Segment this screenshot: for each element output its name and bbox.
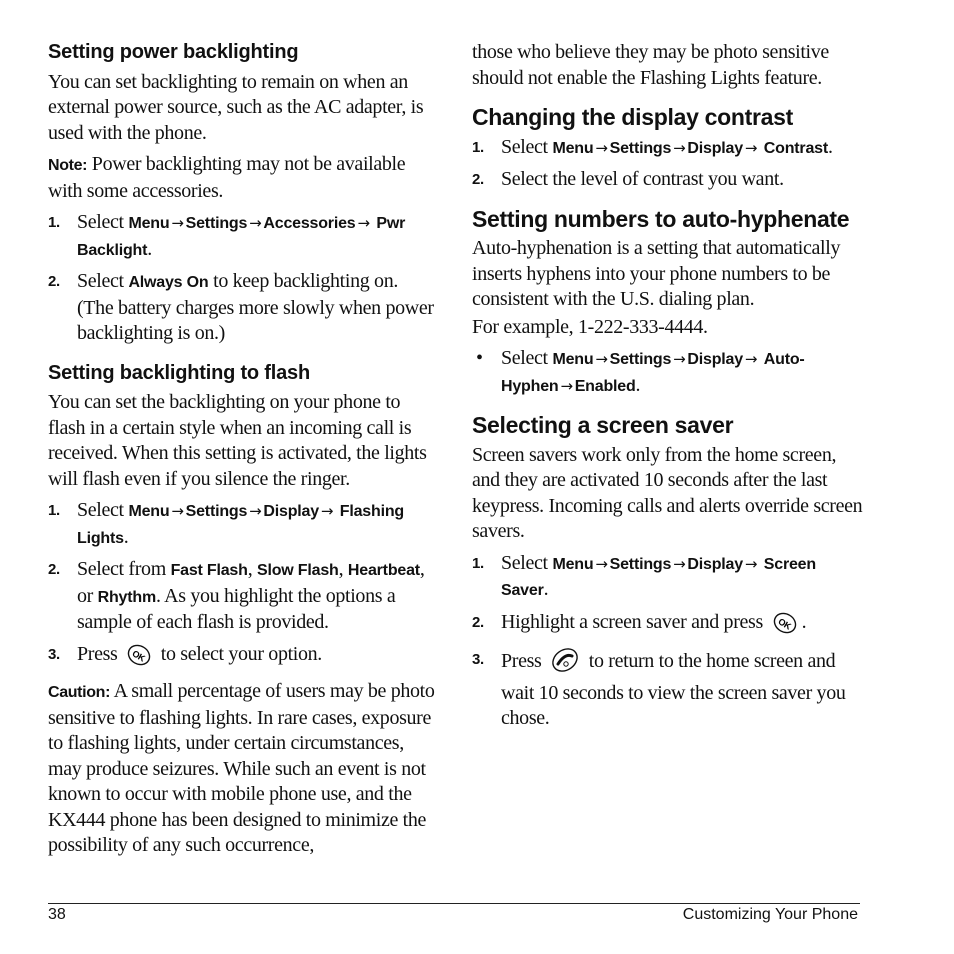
menu-path-item: Menu bbox=[552, 555, 594, 573]
caution-paragraph bbox=[48, 679, 438, 859]
menu-path-item: Screen Saver bbox=[501, 555, 816, 599]
power-steps bbox=[48, 210, 438, 347]
contrast-step-2 bbox=[472, 167, 867, 193]
step-number: 1. bbox=[472, 554, 484, 572]
arrow: → bbox=[595, 350, 608, 368]
menu-path-item: Menu bbox=[552, 351, 594, 368]
note-label: Note: bbox=[48, 157, 88, 174]
screen-saver-steps bbox=[472, 551, 867, 732]
flash-step-1 bbox=[48, 498, 438, 551]
arrow: → bbox=[171, 502, 184, 520]
punctuation: . bbox=[635, 373, 641, 396]
arrow: → bbox=[320, 502, 334, 520]
page-number: 38 bbox=[48, 906, 66, 923]
arrow: → bbox=[595, 138, 608, 157]
screen-saver-heading: Selecting a screen saver bbox=[472, 412, 734, 438]
arrow: → bbox=[357, 214, 370, 232]
power-backlighting-heading: Setting power backlighting bbox=[48, 41, 299, 63]
menu-path-item: Settings bbox=[609, 555, 672, 573]
step-text: to return to the home screen and wait 10 seconds to view the screen saver you chose. bbox=[501, 650, 846, 729]
menu-path-item: Settings bbox=[609, 139, 672, 157]
footer-rule bbox=[48, 903, 860, 904]
flash-step-2 bbox=[48, 557, 438, 636]
auto-hyphenate-bullet bbox=[472, 346, 867, 399]
step-number: 2. bbox=[472, 171, 484, 188]
arrow: → bbox=[249, 214, 262, 232]
ok-key-icon-svg bbox=[126, 644, 152, 666]
step-text: or bbox=[77, 584, 93, 607]
screen-saver-intro: Screen savers work only from the home screen, and they are activated 10 seconds after the last keypress. Incoming calls and alerts override screen savers. bbox=[472, 443, 863, 542]
menu-path-item: Display bbox=[687, 351, 743, 368]
flash-step-3 bbox=[48, 642, 438, 674]
ok-key-label: OK bbox=[776, 615, 793, 631]
contrast-step-1 bbox=[472, 135, 867, 162]
step-text: Select bbox=[77, 499, 124, 521]
end-key-icon-svg bbox=[550, 647, 580, 673]
caution-label: Caution: bbox=[48, 684, 111, 701]
ok-key-icon bbox=[126, 644, 152, 674]
menu-path-item: Display bbox=[687, 139, 743, 157]
auto-hyphenate-example: For example, 1-222-333-4444. bbox=[472, 315, 708, 338]
step-text: Select bbox=[501, 347, 548, 369]
arrow: → bbox=[673, 138, 686, 157]
punctuation: . bbox=[123, 525, 129, 548]
menu-path-item: Auto-Hyphen bbox=[501, 351, 805, 395]
auto-hyphenate-intro: Auto-hyphenation is a setting that automatically inserts hyphens into your phone numbers to be consistent with the U.S. dialing plan. bbox=[472, 237, 841, 310]
step-text: to select your option. bbox=[160, 642, 322, 665]
section-title: Customizing Your Phone bbox=[682, 906, 858, 923]
step-number: 2. bbox=[48, 561, 60, 578]
saver-step-1 bbox=[472, 551, 867, 604]
option-label: Fast Flash bbox=[170, 562, 248, 579]
menu-path-item: Menu bbox=[552, 139, 594, 157]
menu-path-item: Contrast bbox=[763, 139, 828, 157]
right-column bbox=[472, 40, 867, 738]
step-text: to keep backlighting on. (The battery charges more slowly when power backlighting is on.) bbox=[77, 270, 434, 344]
bullet-dot: • bbox=[476, 347, 483, 369]
menu-path-item: Settings bbox=[185, 215, 248, 232]
menu-path-item: Settings bbox=[609, 351, 672, 368]
menu-path-item: Settings bbox=[185, 503, 248, 520]
menu-path-item: Menu bbox=[128, 215, 170, 232]
arrow: → bbox=[560, 376, 573, 395]
step-text: . As you highlight the options a sample of each flash is provided. bbox=[77, 584, 396, 633]
arrow: → bbox=[673, 554, 686, 573]
arrow: → bbox=[249, 502, 262, 520]
saver-step-2 bbox=[472, 610, 867, 642]
step-number: 1. bbox=[48, 502, 60, 519]
step-text: Highlight a screen saver and press bbox=[501, 610, 763, 633]
step-text: Select the level of contrast you want. bbox=[501, 168, 784, 190]
step-text: Select bbox=[77, 270, 124, 292]
menu-path-item: Display bbox=[263, 503, 319, 520]
option-label: Slow Flash bbox=[257, 562, 339, 579]
menu-path-item: Display bbox=[687, 555, 743, 573]
saver-step-3 bbox=[472, 647, 867, 732]
arrow: → bbox=[673, 350, 686, 368]
punctuation: . bbox=[827, 135, 833, 158]
display-contrast-heading: Changing the display contrast bbox=[472, 104, 794, 130]
punctuation: . bbox=[147, 237, 152, 260]
arrow: → bbox=[171, 214, 184, 232]
flash-steps bbox=[48, 498, 438, 673]
arrow: → bbox=[744, 350, 758, 368]
caution-continuation: those who believe they may be photo sensitive should not enable the Flashing Lights feature. bbox=[472, 41, 829, 89]
arrow: → bbox=[744, 554, 758, 573]
step-text: Select bbox=[501, 135, 548, 158]
option-label: Always On bbox=[128, 274, 209, 291]
step-number: 3. bbox=[48, 645, 60, 663]
power-note bbox=[48, 152, 438, 204]
arrow: → bbox=[595, 554, 608, 573]
menu-path-item: Enabled bbox=[574, 377, 636, 395]
step-number: 1. bbox=[48, 214, 60, 231]
menu-path-item: Menu bbox=[128, 503, 170, 520]
punctuation: , bbox=[419, 558, 425, 580]
caution-text: A small percentage of users may be photo sensitive to flashing lights. In rare cases, exposure to flashing lights, under certain circumstances, may produce seizures. While such an event is not known to occur with mobile phone use, and the KX444 phone has been designed to minimize the possibility of any such occurrence, bbox=[48, 680, 435, 856]
punctuation: , bbox=[338, 558, 344, 580]
ok-key-icon-svg bbox=[772, 612, 798, 634]
punctuation: , bbox=[247, 558, 253, 580]
step-number: 3. bbox=[472, 651, 484, 668]
step-text: Select bbox=[501, 551, 548, 574]
punctuation: . bbox=[801, 610, 807, 633]
option-label: Rhythm bbox=[97, 588, 156, 606]
note-text: Power backlighting may not be available with some accessories. bbox=[48, 153, 406, 202]
step-text: Press bbox=[501, 650, 542, 672]
menu-path-item: Pwr Backlight bbox=[77, 215, 406, 259]
punctuation: . bbox=[543, 578, 549, 600]
step-text: Select bbox=[77, 211, 124, 233]
option-label: Heartbeat bbox=[347, 562, 420, 579]
left-column bbox=[48, 40, 438, 865]
arrow: → bbox=[744, 138, 758, 157]
auto-hyphenate-heading: Setting numbers to auto-hyphenate bbox=[472, 205, 850, 232]
end-key-icon bbox=[550, 647, 580, 681]
step-text: Select from bbox=[77, 558, 166, 580]
power-step-2 bbox=[48, 269, 438, 347]
contrast-steps bbox=[472, 135, 867, 193]
power-backlighting-intro: You can set backlighting to remain on when an external power source, such as the AC adapter, is used with the phone. bbox=[48, 70, 424, 144]
step-number: 2. bbox=[472, 613, 484, 631]
step-text: Press bbox=[77, 642, 118, 665]
ok-key-icon bbox=[772, 612, 798, 642]
ok-key-label: OK bbox=[130, 647, 147, 663]
menu-path-item: Accessories bbox=[263, 215, 356, 232]
flash-backlighting-heading: Setting backlighting to flash bbox=[48, 361, 310, 384]
menu-path-item: Flashing Lights bbox=[77, 503, 404, 547]
auto-hyphenate-bullets bbox=[472, 346, 867, 399]
step-number: 1. bbox=[472, 138, 484, 156]
power-step-1 bbox=[48, 210, 438, 263]
step-number: 2. bbox=[48, 273, 60, 290]
flash-backlighting-intro: You can set the backlighting on your phone to flash in a certain style when an incoming call is received. When this setting is activated, the lights will flash even if you silence the ringer. bbox=[48, 391, 427, 490]
